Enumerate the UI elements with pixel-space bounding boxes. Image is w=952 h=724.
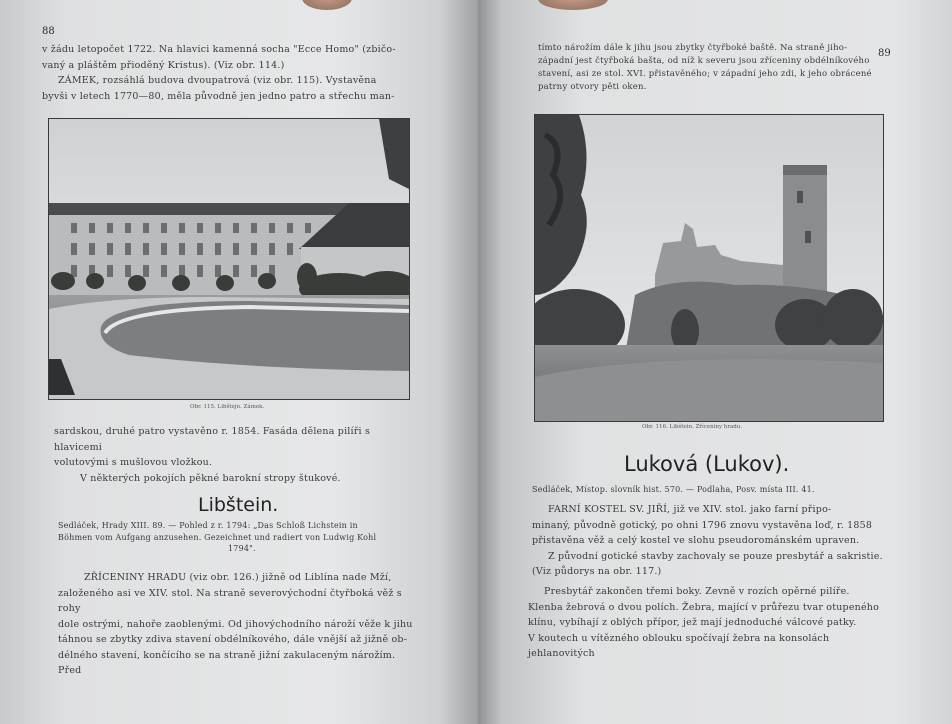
text-line: přistavěna věž a celý kostel ve slohu pseudorománském upraven. [532, 535, 860, 546]
text-block-top [538, 42, 878, 94]
section-title: Libštein. [198, 494, 279, 516]
thumb [302, 0, 352, 10]
ruins-text-block [58, 570, 418, 679]
text-line: patrny otvory pěti oken. [538, 82, 647, 92]
photo-caption: Obr. 116. Libštein. Zříceniny hradu. [642, 424, 743, 430]
text-line: stavení, asi ze stol. XVI. přistavěného; v západní jeho zdi, k jeho obrácené [538, 69, 872, 79]
text-line: v žádu letopočet 1722. Na hlavici kamenná socha "Ecce Homo" (zbičo- [42, 44, 396, 55]
chateau-photo [48, 118, 410, 400]
text-line: sardskou, druhé patro vystavěno r. 1854. Fasáda dělena pilíři s hlavicemi [54, 426, 371, 453]
castle-ruins-photo [534, 114, 884, 422]
text-line: táhnou se zbytky zdiva stavení obdélníkového, dále vnější až jižně ob- [58, 634, 408, 645]
literature-line: Sedláček, Místop. slovník hist. 570. — Podlaha, Posv. místa III. 41. [532, 485, 815, 494]
text-line: Z původní gotické stavby zachovaly se pouze presbytář a sakristie. [548, 550, 883, 562]
text-line: minaný, původně gotický, po ohni 1796 znovu vystavěna loď, r. 1858 [532, 519, 873, 531]
text-line: vaný a pláštěm přioděný Kristus). (Viz obr. 114.) [42, 59, 285, 71]
literature-block [58, 520, 418, 555]
text-line: Presbytář zakončen třemi boky. Zevně v rozích opěrné pilíře. [544, 586, 850, 597]
text-line: Klenba žebrová o dvou polích. Žebra, mající v průřezu tvar otupeného [528, 601, 880, 613]
text-line: (Viz půdorys na obr. 117.) [532, 566, 662, 577]
page-number: 88 [42, 26, 55, 37]
text-line: západní jest čtyřboká bašta, od níž k severu jsou zříceniny obdélníkového [538, 56, 870, 66]
text-line: dole ostrými, nahoře zaoblenými. Od jihovýchodního nároží věže k jihu [58, 618, 413, 630]
text-line: V některých pokojích pěkné barokní stropy štukové. [80, 472, 341, 484]
text-line: byvši v letech 1770—80, měla původně jen jedno patro a střechu man- [42, 90, 395, 102]
text-line: délného stavení, končícího se na straně jižní zakulaceným nárožím. Před [58, 649, 396, 676]
text-line: klínu, vybíhají z oblých přípor, jež mají jednoduché válcové patky. [528, 617, 857, 628]
text-line: ZŘÍCENINY HRADU (viz obr. 126.) jižně od Liblína nade Mží, [84, 572, 392, 583]
church-text-block [532, 502, 892, 580]
text-block-middle [54, 424, 414, 486]
page-number: 89 [878, 48, 891, 59]
right-page [478, 0, 952, 724]
text-line: tímto nárožím dále k jihu jsou zbytky čtyřboké baště. Na straně jiho- [538, 43, 848, 53]
text-line: ZÁMEK, rozsáhlá budova dvoupatrová (viz obr. 115). Vystavěna [58, 75, 377, 86]
text-line: Sedláček, Hrady XIII. 89. — Pohled z r. 1794: „Das Schloß Lichstein in [58, 521, 358, 530]
text-line: 1794". [228, 544, 256, 553]
text-block-top [42, 42, 414, 104]
section-title: Luková (Lukov). [624, 452, 790, 476]
text-line: Böhmen vom Aufgang anzusehen. Gezeichnet und radiert von Ludwig Kohl [58, 532, 377, 542]
text-line: založeného asi ve XIV. stol. Na straně severovýchodní čtyřboká věž s rohy [58, 587, 402, 614]
presbytar-text-block [528, 584, 892, 662]
photo-caption: Obr. 115. Libštejn. Zámek. [190, 404, 265, 410]
text-line: volutovými s mušlovou vložkou. [54, 457, 213, 468]
text-line: V koutech u vítězného oblouku spočívají žebra na konsolách jehlanovitých [528, 632, 830, 659]
finger [538, 0, 608, 10]
text-line: FARNÍ KOSTEL SV. JIŘÍ, již ve XIV. stol. jako farní připo- [548, 504, 832, 515]
